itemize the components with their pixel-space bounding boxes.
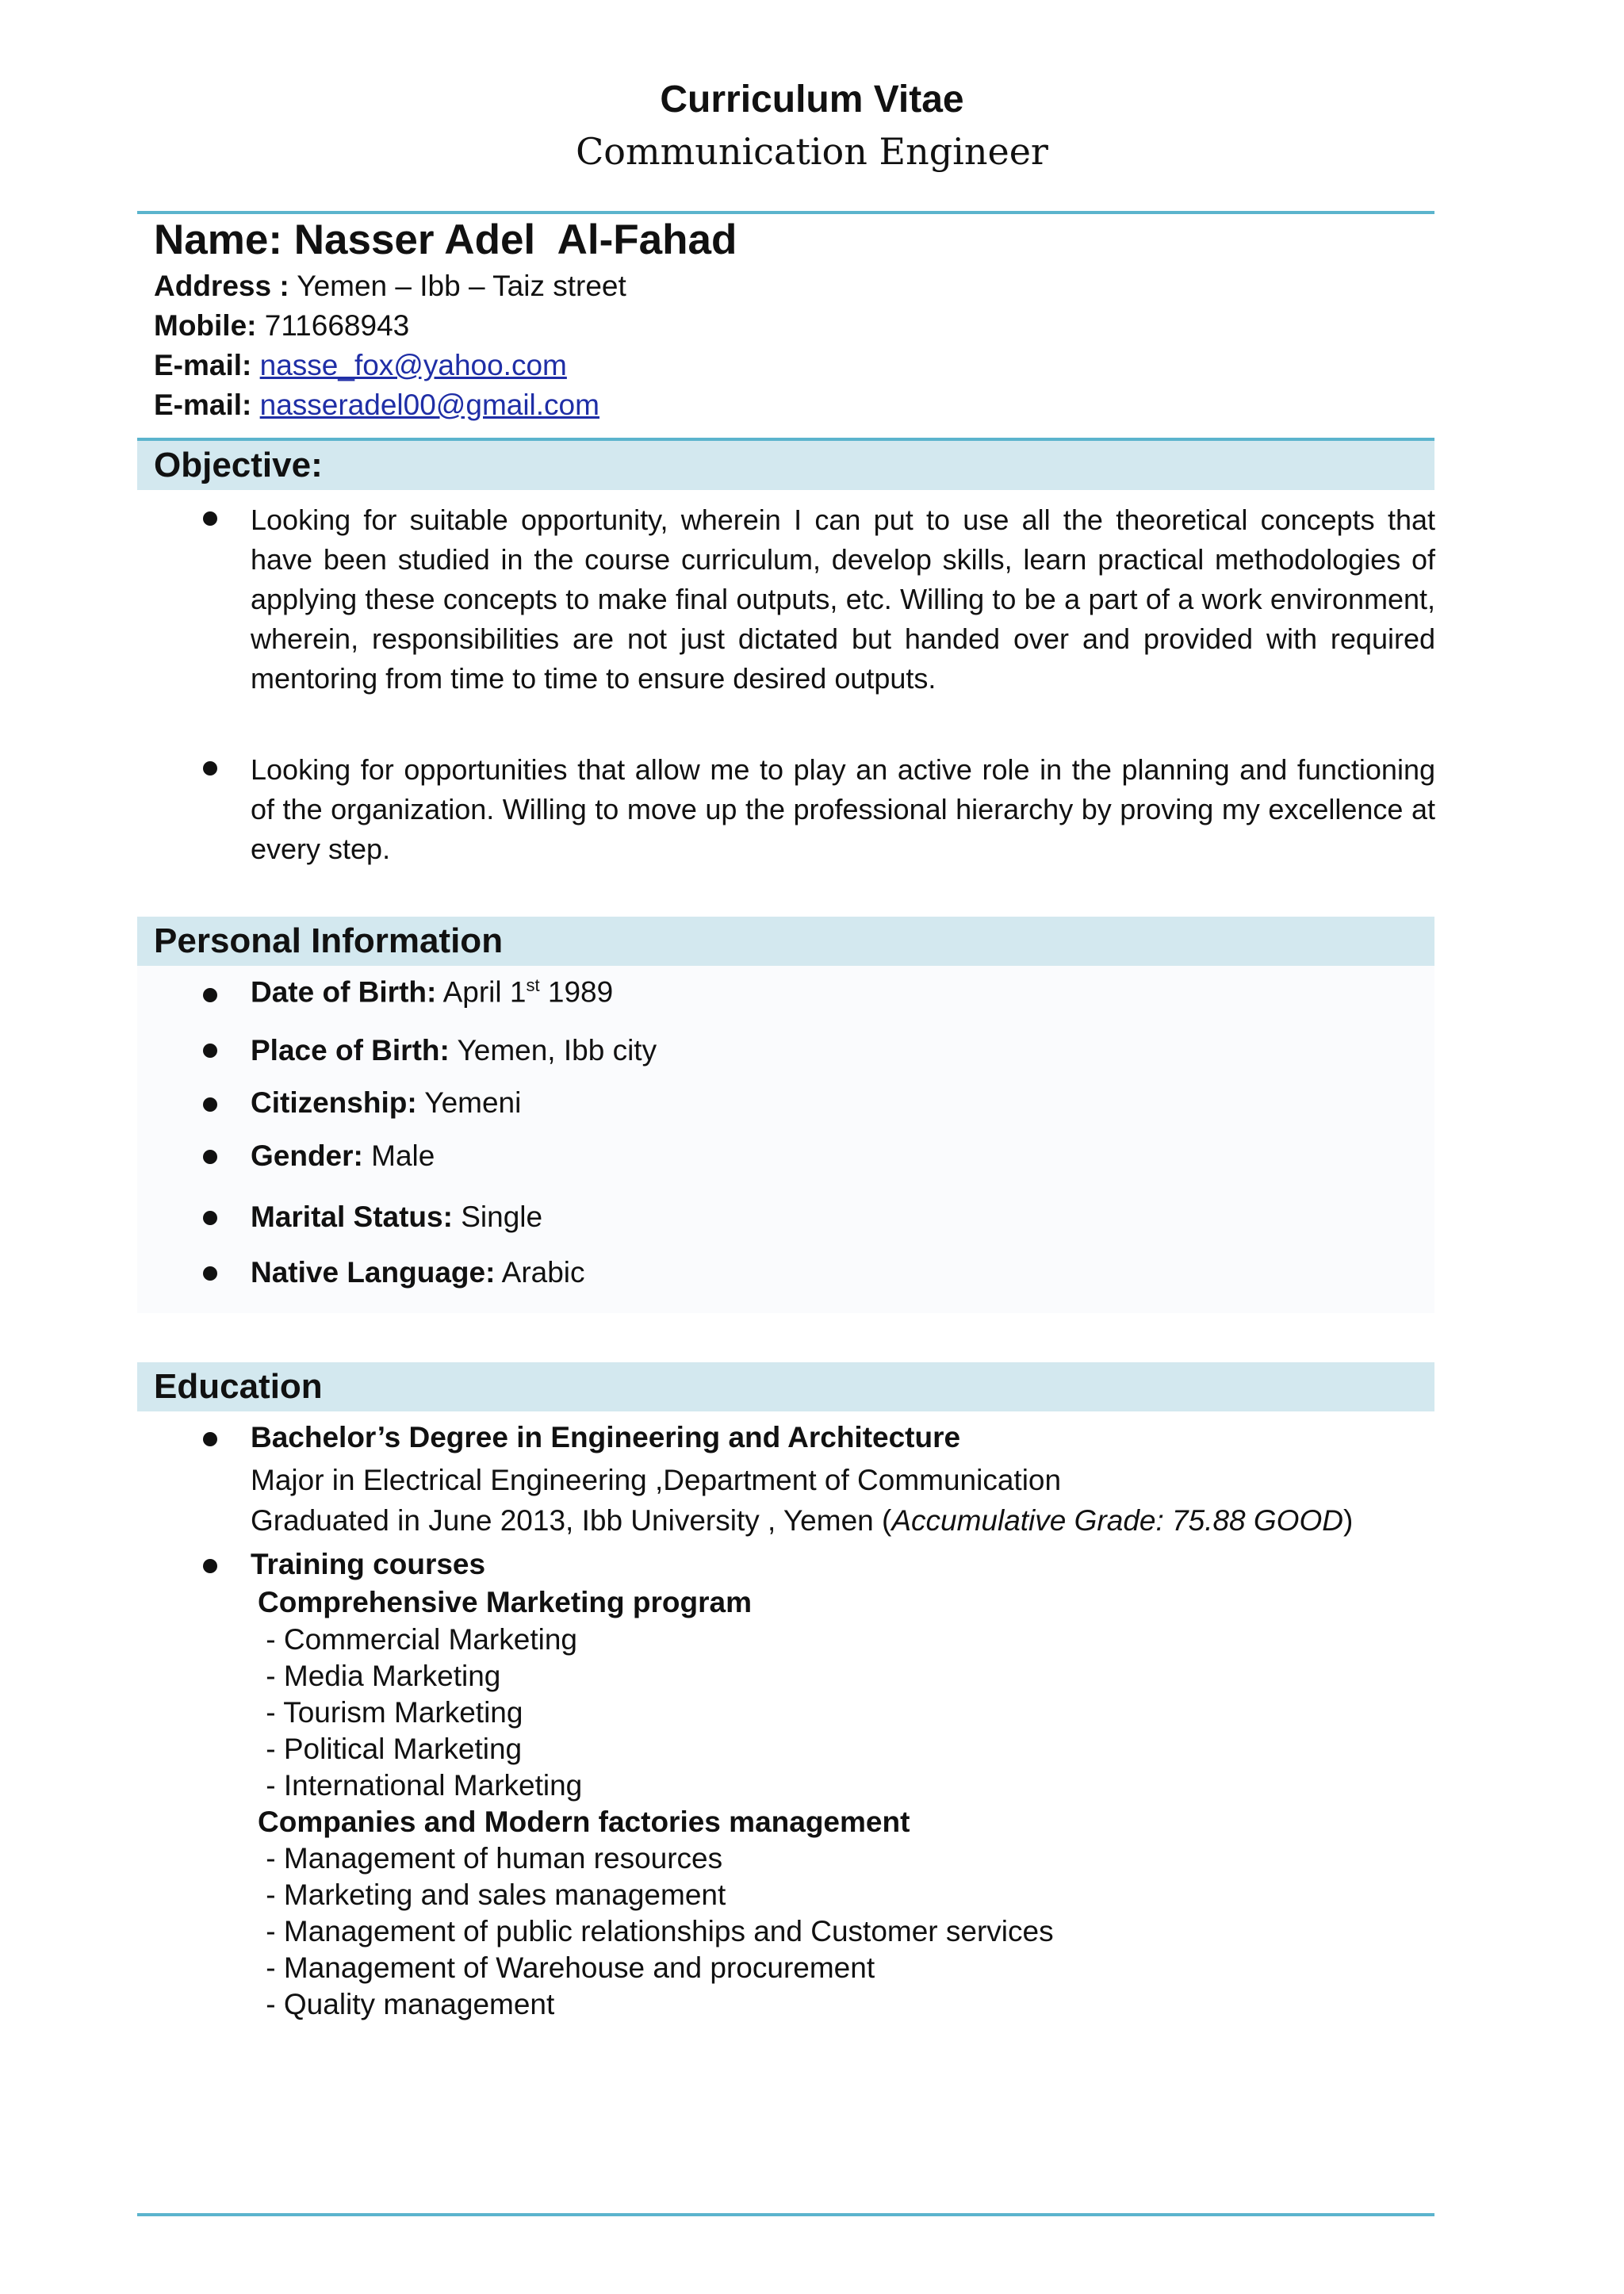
objective-item-1: Looking for suitable opportunity, wherein I can put to use all the theoretical concepts that have been studied in the course curriculum, develop skills, learn practical methodologies of applying these concepts to make final outputs, etc. Willing to be a part of a work environment, wherein, responsibilities are not just dictated but handed over and provided with required mentoring from time to time to ensure desired outputs. — [251, 504, 1435, 695]
degree-title: Bachelor’s Degree in Engineering and Architecture — [251, 1421, 961, 1453]
program-2-item: - Management of human resources — [258, 1842, 723, 1875]
objective-heading: Objective: — [154, 446, 323, 484]
address-line — [154, 270, 626, 303]
pob-line — [251, 1034, 657, 1067]
email-link-2[interactable]: nasseradel00@gmail.com — [259, 389, 599, 421]
objective-item-2: Looking for opportunities that allow me to play an active role in the planning and functioning of the organization. Willing to move up the professional hierarchy by proving my excellence at every step. — [251, 753, 1435, 865]
objective-section-header — [137, 438, 1434, 490]
education-heading: Education — [154, 1367, 323, 1406]
bullet-icon — [203, 1150, 217, 1164]
program-1-title: Comprehensive Marketing program — [258, 1586, 752, 1618]
program-1-item: - Tourism Marketing — [258, 1696, 523, 1729]
grade-value: Accumulative Grade: 75.88 GOOD — [891, 1504, 1343, 1537]
dob-line — [251, 975, 613, 1009]
citizenship-label: Citizenship: — [251, 1086, 417, 1119]
bullet-icon — [203, 1266, 217, 1281]
gender-label: Gender: — [251, 1139, 363, 1172]
degree-major: Major in Electrical Engineering ,Department of Communication — [251, 1464, 1062, 1496]
dob-year: 1989 — [539, 975, 614, 1009]
education-section-header — [137, 1362, 1434, 1411]
mobile-label: Mobile: — [154, 309, 257, 342]
program-2-title: Companies and Modern factories management — [258, 1806, 910, 1838]
bullet-icon — [203, 1211, 217, 1225]
bullet-icon — [203, 1559, 217, 1573]
email-line-2 — [154, 389, 599, 422]
email-label-2: E-mail: — [154, 389, 252, 421]
pob-value: Yemen, Ibb city — [457, 1034, 657, 1067]
candidate-name: Name: Nasser Adel Al-Fahad — [154, 216, 737, 263]
gender-value: Male — [371, 1139, 435, 1172]
document-title: Curriculum Vitae — [660, 79, 964, 121]
language-value: Arabic — [501, 1256, 585, 1289]
personal-section-header — [137, 917, 1434, 966]
email-label-1: E-mail: — [154, 349, 252, 381]
citizenship-value: Yemeni — [424, 1086, 522, 1119]
program-2-item: - Quality management — [258, 1988, 555, 2020]
graduation-line — [251, 1504, 1353, 1538]
program-1-item: - Commercial Marketing — [258, 1623, 577, 1656]
marital-line — [251, 1201, 542, 1234]
citizenship-line — [251, 1086, 521, 1120]
bullet-icon — [203, 1097, 217, 1112]
pob-label: Place of Birth: — [251, 1034, 450, 1067]
marital-value: Single — [461, 1201, 543, 1233]
bullet-icon — [203, 1044, 217, 1058]
graduation-close: ) — [1342, 1504, 1354, 1537]
program-1-item: - Political Marketing — [258, 1733, 523, 1765]
bullet-icon — [203, 988, 217, 1002]
dob-label: Date of Birth: — [251, 975, 437, 1009]
dob-suffix: st — [526, 975, 540, 995]
dob-value: April 1 — [442, 975, 527, 1009]
email-link-1[interactable]: nasse_fox@yahoo.com — [259, 349, 567, 381]
address-label: Address : — [154, 270, 289, 302]
address-value: Yemen – Ibb – Taiz street — [297, 270, 626, 302]
header-divider — [137, 211, 1434, 214]
language-line — [251, 1256, 585, 1289]
personal-heading: Personal Information — [154, 921, 504, 960]
document-subtitle: Communication Engineer — [576, 130, 1048, 173]
graduation-text: Graduated in June 2013, Ibb University , Yemen ( — [251, 1504, 892, 1537]
program-2-item: - Management of public relationships and Customer services — [258, 1915, 1054, 1947]
mobile-line — [154, 309, 409, 343]
bullet-icon — [203, 511, 217, 526]
footer-divider — [137, 2213, 1434, 2216]
marital-label: Marital Status: — [251, 1201, 453, 1233]
program-2-item: - Marketing and sales management — [258, 1878, 726, 1911]
bullet-icon — [203, 1432, 217, 1446]
email-line-1 — [154, 349, 567, 382]
bullet-icon — [203, 761, 217, 776]
training-heading: Training courses — [251, 1548, 486, 1580]
gender-line — [251, 1139, 435, 1173]
program-2-item: - Management of Warehouse and procurement — [258, 1951, 875, 1984]
mobile-value: 711668943 — [264, 309, 410, 342]
language-label: Native Language: — [251, 1256, 496, 1289]
program-1-item: - Media Marketing — [258, 1660, 501, 1692]
program-1-item: - International Marketing — [258, 1769, 583, 1802]
